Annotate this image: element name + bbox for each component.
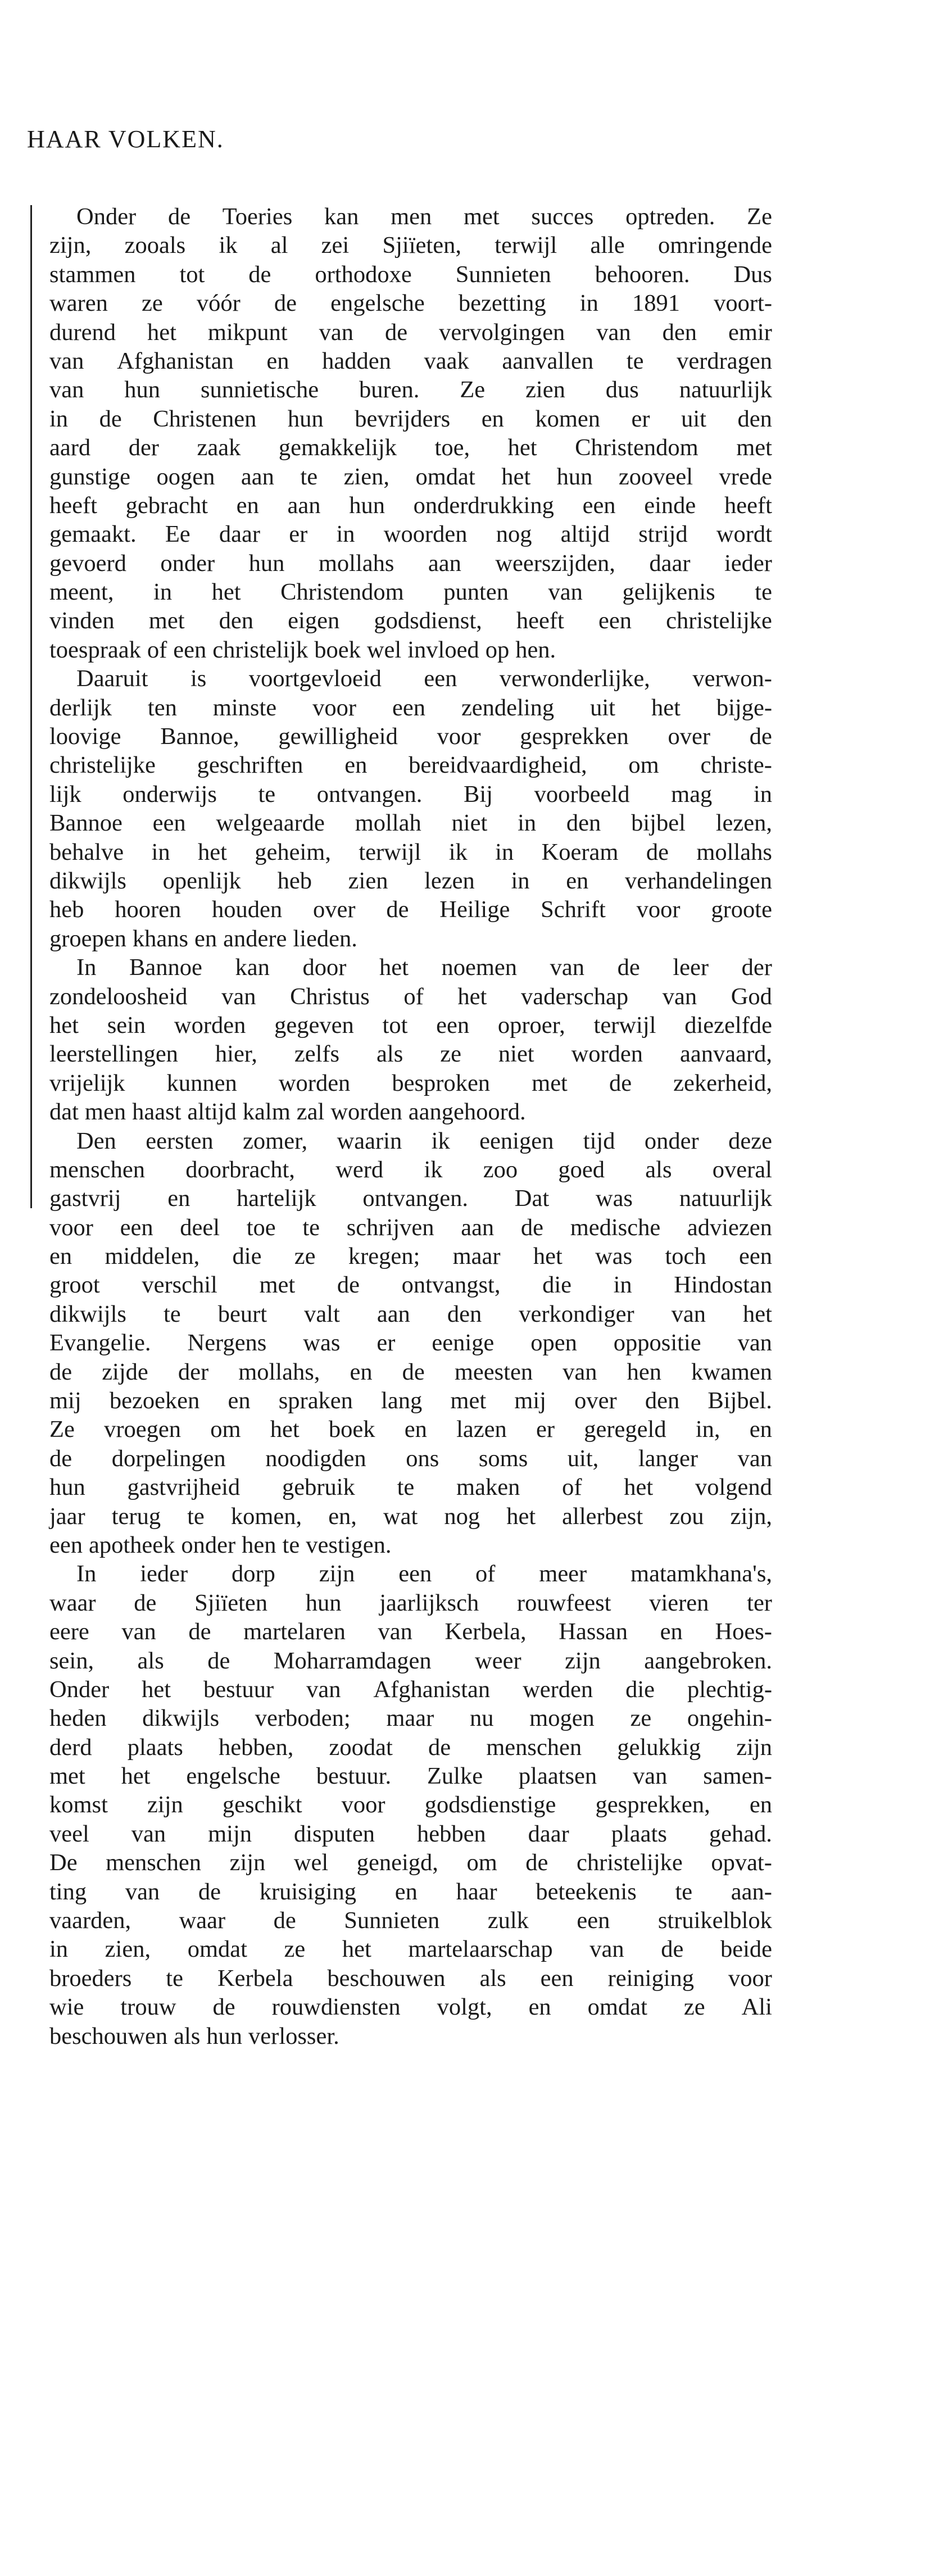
- text-line: Daaruit is voortgevloeid een verwonderlijke, verwon-: [76, 665, 772, 692]
- text-line: Ze vroegen om het boek en lazen er geregeld in, en: [49, 1416, 772, 1443]
- text-line: De menschen zijn wel geneigd, om de christelijke opvat-: [49, 1849, 772, 1876]
- text-line: hun gastvrijheid gebruik te maken of het volgend: [49, 1474, 772, 1501]
- text-line: vaarden, waar de Sunnieten zulk een struikelblok: [49, 1907, 772, 1934]
- text-line: gunstige oogen aan te zien, omdat het hun zooveel vrede: [49, 463, 772, 490]
- text-line: leerstellingen hier, zelfs als ze niet worden aanvaard,: [49, 1041, 772, 1068]
- text-line: heden dikwijls verboden; maar nu mogen ze ongehin-: [49, 1705, 772, 1732]
- text-line: in de Christenen hun bevrijders en komen er uit den: [49, 405, 772, 432]
- text-line: eere van de martelaren van Kerbela, Hassan en Hoes-: [49, 1618, 772, 1645]
- text-line: durend het mikpunt van de vervolgingen van den emir: [49, 319, 772, 346]
- text-line: jaar terug te komen, en, wat nog het allerbest zou zijn,: [49, 1503, 772, 1530]
- text-line: het sein worden gegeven tot een oproer, terwijl diezelfde: [49, 1012, 772, 1038]
- text-line: Evangelie. Nergens was er eenige open oppositie van: [49, 1330, 772, 1357]
- text-line: heb hooren houden over de Heilige Schrift voor groote: [49, 896, 772, 923]
- text-line: derd plaats hebben, zoodat de menschen gelukkig zijn: [49, 1734, 772, 1761]
- text-line: groepen khans en andere lieden.: [49, 925, 357, 952]
- text-line: loovige Bannoe, gewilligheid voor gesprekken over de: [49, 723, 772, 750]
- text-line: mij bezoeken en spraken lang met mij over den Bijbel.: [49, 1387, 772, 1414]
- text-line: dikwijls te beurt valt aan den verkondiger van het: [49, 1300, 772, 1327]
- text-line: van Afghanistan en hadden vaak aanvallen te verdragen: [49, 347, 772, 374]
- text-line: broeders te Kerbela beschouwen als een reiniging voor: [49, 1965, 772, 1992]
- text-line: waren ze vóór de engelsche bezetting in 1891 voort-: [49, 290, 772, 317]
- text-line: zijn, zooals ik al zei Sjiïeten, terwijl alle omringende: [49, 232, 772, 259]
- text-line: In ieder dorp zijn een of meer matamkhana's,: [76, 1561, 772, 1588]
- text-line: ting van de kruisiging en haar beteekenis te aan-: [49, 1878, 772, 1905]
- text-line: sein, als de Moharramdagen weer zijn aangebroken.: [49, 1647, 772, 1674]
- text-line: toespraak of een christelijk boek wel invloed op hen.: [49, 636, 556, 663]
- text-line: de zijde der mollahs, en de meesten van hen kwamen: [49, 1358, 772, 1385]
- body-text: [49, 202, 772, 2051]
- text-line: groot verschil met de ontvangst, die in Hindostan: [49, 1272, 772, 1299]
- text-line: voor een deel toe te schrijven aan de medische adviezen: [49, 1214, 772, 1241]
- text-line: dikwijls openlijk heb zien lezen in en verhandelingen: [49, 867, 772, 894]
- running-head: HAAR VOLKEN.: [27, 125, 224, 153]
- text-line: wie trouw de rouwdiensten volgt, en omdat ze Ali: [49, 1994, 772, 2021]
- text-line: lijk onderwijs te ontvangen. Bij voorbeeld mag in: [49, 781, 772, 808]
- text-line: In Bannoe kan door het noemen van de leer der: [76, 954, 772, 981]
- text-line: stammen tot de orthodoxe Sunnieten behooren. Dus: [49, 261, 772, 288]
- text-line: christelijke geschriften en bereidvaardigheid, om christe-: [49, 752, 772, 779]
- text-line: menschen doorbracht, werd ik zoo goed als overal: [49, 1156, 772, 1183]
- text-line: gevoerd onder hun mollahs aan weerszijden, daar ieder: [49, 550, 772, 577]
- text-line: met het engelsche bestuur. Zulke plaatsen van samen-: [49, 1763, 772, 1790]
- text-line: behalve in het geheim, terwijl ik in Koeram de mollahs: [49, 838, 772, 865]
- text-line: Onder de Toeries kan men met succes optreden. Ze: [76, 203, 772, 230]
- text-line: en middelen, die ze kregen; maar het was toch een: [49, 1243, 772, 1270]
- text-line: Onder het bestuur van Afghanistan werden die plechtig-: [49, 1676, 772, 1703]
- text-line: de dorpelingen noodigden ons soms uit, langer van: [49, 1445, 772, 1472]
- text-line: gemaakt. Ee daar er in woorden nog altijd strijd wordt: [49, 521, 772, 548]
- text-line: zondeloosheid van Christus of het vaderschap van God: [49, 983, 772, 1010]
- text-line: dat men haast altijd kalm zal worden aangehoord.: [49, 1099, 526, 1126]
- text-line: gastvrij en hartelijk ontvangen. Dat was natuurlijk: [49, 1185, 772, 1212]
- text-line: een apotheek onder hen te vestigen.: [49, 1531, 392, 1558]
- text-line: van hun sunnietische buren. Ze zien dus natuurlijk: [49, 377, 772, 403]
- text-line: heeft gebracht en aan hun onderdrukking een einde heeft: [49, 492, 772, 519]
- text-line: komst zijn geschikt voor godsdienstige gesprekken, en: [49, 1792, 772, 1818]
- text-line: aard der zaak gemakkelijk toe, het Christendom met: [49, 434, 772, 461]
- text-line: Den eersten zomer, waarin ik eenigen tijd onder deze: [76, 1127, 772, 1154]
- text-line: derlijk ten minste voor een zendeling uit het bijge-: [49, 694, 772, 721]
- text-line: vinden met den eigen godsdienst, heeft een christelijke: [49, 607, 772, 634]
- text-line: Bannoe een welgeaarde mollah niet in den bijbel lezen,: [49, 810, 772, 837]
- margin-rule: [30, 205, 32, 1208]
- text-line: meent, in het Christendom punten van gelijkenis te: [49, 579, 772, 606]
- text-line: vrijelijk kunnen worden besproken met de zekerheid,: [49, 1069, 772, 1096]
- text-line: beschouwen als hun verlosser.: [49, 2022, 339, 2049]
- text-line: veel van mijn disputen hebben daar plaats gehad.: [49, 1820, 772, 1847]
- text-line: waar de Sjiïeten hun jaarlijksch rouwfeest vieren ter: [49, 1589, 772, 1616]
- text-line: in zien, omdat ze het martelaarschap van de beide: [49, 1936, 772, 1963]
